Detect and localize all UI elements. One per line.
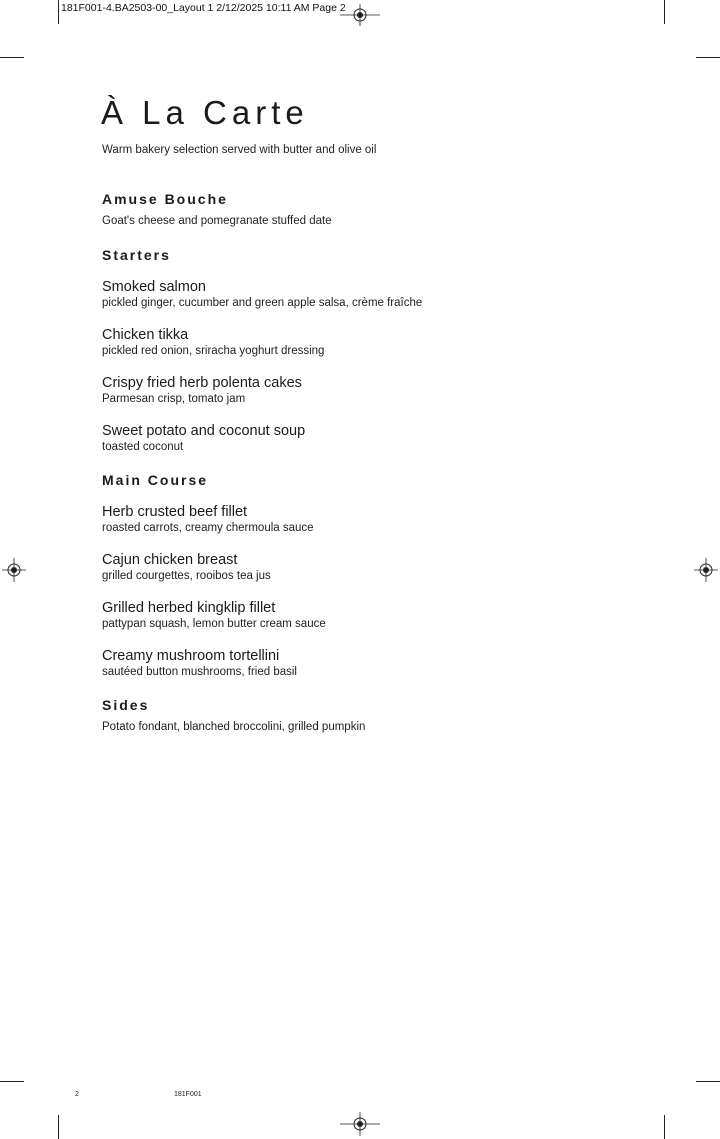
section-note: Goat's cheese and pomegranate stuffed date	[102, 215, 332, 227]
crop-mark-top-left-vertical	[58, 0, 59, 24]
crop-mark-bottom-right-vertical	[664, 1115, 665, 1139]
crop-mark-bottom-right-horizontal	[696, 1081, 720, 1082]
dish-description: grilled courgettes, rooibos tea jus	[102, 570, 271, 582]
menu-body	[102, 190, 582, 734]
dish-description: pickled red onion, sriracha yoghurt dressing	[102, 345, 325, 357]
menu-item	[102, 375, 582, 406]
menu-item	[102, 327, 582, 358]
section-sides	[102, 696, 582, 734]
section-main-course	[102, 471, 582, 679]
intro-text: Warm bakery selection served with butter and olive oil	[102, 144, 377, 156]
registration-crosshair-icon	[694, 558, 718, 582]
dish-description: roasted carrots, creamy chermoula sauce	[102, 522, 314, 534]
registration-crosshair-icon	[340, 1112, 380, 1136]
menu-item	[102, 504, 582, 535]
crop-mark-bottom-left-vertical	[58, 1115, 59, 1139]
section-heading: Amuse Bouche	[102, 191, 228, 207]
menu-item	[102, 648, 582, 679]
menu-item	[102, 552, 582, 583]
footer-document-code: 181F001	[174, 1091, 202, 1098]
menu-item	[102, 423, 582, 454]
crop-mark-top-left-horizontal	[0, 57, 24, 58]
dish-name: Grilled herbed kingklip fillet	[102, 600, 276, 616]
crop-mark-top-right-horizontal	[696, 57, 720, 58]
dish-name: Sweet potato and coconut soup	[102, 423, 306, 439]
section-amuse-bouche	[102, 190, 582, 228]
page-title: À La Carte	[101, 94, 309, 131]
print-slug: 181F001-4.BA2503-00_Layout 1 2/12/2025 10:11 AM Page 2	[61, 2, 346, 14]
dish-description: Parmesan crisp, tomato jam	[102, 393, 246, 405]
menu-item	[102, 600, 582, 631]
section-note: Potato fondant, blanched broccolini, grilled pumpkin	[102, 721, 366, 733]
dish-name: Herb crusted beef fillet	[102, 504, 248, 520]
crop-mark-bottom-left-horizontal	[0, 1081, 24, 1082]
registration-crosshair-icon	[2, 558, 26, 582]
section-heading: Sides	[102, 697, 150, 713]
section-starters	[102, 246, 582, 454]
dish-description: sautéed button mushrooms, fried basil	[102, 666, 297, 678]
dish-name: Smoked salmon	[102, 279, 206, 295]
crop-mark-top-right-vertical	[664, 0, 665, 24]
dish-name: Creamy mushroom tortellini	[102, 648, 280, 664]
registration-crosshair-icon	[340, 4, 380, 26]
section-heading: Starters	[102, 247, 171, 263]
dish-description: toasted coconut	[102, 441, 184, 453]
dish-name: Crispy fried herb polenta cakes	[102, 375, 302, 391]
menu-item	[102, 279, 582, 310]
section-heading: Main Course	[102, 472, 209, 488]
dish-description: pattypan squash, lemon butter cream sauce	[102, 618, 326, 630]
dish-name: Cajun chicken breast	[102, 552, 238, 568]
footer-page-number: 2	[75, 1091, 79, 1098]
dish-name: Chicken tikka	[102, 327, 189, 343]
dish-description: pickled ginger, cucumber and green apple salsa, crème fraîche	[102, 297, 423, 309]
